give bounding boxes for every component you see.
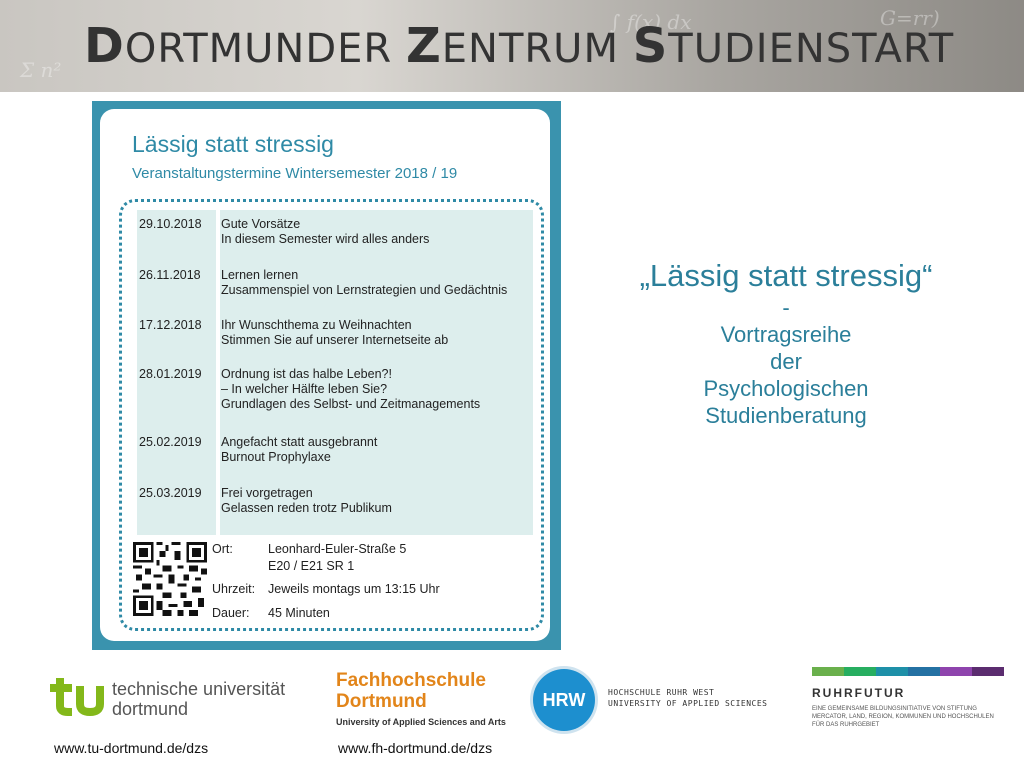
tu-line: technische universität <box>112 679 286 699</box>
info-value: E20 / E21 SR 1 <box>268 559 355 573</box>
event-line: Gelassen reden trotz Publikum <box>221 501 392 515</box>
tu-dortmund-name <box>112 679 285 719</box>
event-line: Burnout Prophylaxe <box>221 450 331 464</box>
event-title: Gute Vorsätze <box>221 217 301 231</box>
series-title: „Lässig statt stressig“ <box>639 258 933 293</box>
info-label: Uhrzeit: <box>212 582 256 596</box>
info-value: Leonhard-Euler-Straße 5 <box>268 542 407 556</box>
series-line: Studienberatung <box>705 403 867 428</box>
event-title: Lernen lernen <box>221 268 299 282</box>
event-line: In diesem Semester wird alles anders <box>221 232 430 246</box>
chalk-scribble: G=rr) <box>880 6 940 30</box>
info-label: Ort: <box>212 542 233 556</box>
fh-subtitle: University of Applied Sciences and Arts <box>336 717 506 727</box>
event-poster <box>92 101 561 650</box>
event-title: Angefacht statt ausgebrannt <box>221 435 378 449</box>
event-title: Ordnung ist das halbe Leben?! <box>221 367 392 381</box>
event-line: Stimmen Sie auf unserer Internetseite ab <box>221 333 449 347</box>
series-description <box>580 258 992 429</box>
fh-dortmund-logo <box>336 670 486 712</box>
event-date: 28.01.2019 <box>139 367 202 381</box>
ruhrfutur-title: RUHRFUTUR <box>812 686 906 700</box>
hrw-line: HOCHSCHULE RUHR WEST <box>608 688 715 697</box>
hrw-line: UNIVERSITY OF APPLIED SCIENCES <box>608 699 768 708</box>
event-line: Zusammenspiel von Lernstrategien und Gedächtnis <box>221 283 508 297</box>
event-title: Ihr Wunschthema zu Weihnachten <box>221 318 412 332</box>
series-line: der <box>770 349 802 374</box>
chalk-scribble: ∫ f(x) dx <box>610 10 692 34</box>
link-fh-dzs[interactable]: www.fh-dortmund.de/dzs <box>338 740 493 756</box>
poster-card <box>100 109 550 641</box>
poster-title: Lässig statt stressig <box>132 131 334 157</box>
chalk-scribble: Σ n² <box>20 58 62 82</box>
info-value: 45 Minuten <box>268 606 330 620</box>
event-line: Grundlagen des Selbst- und Zeitmanagements <box>221 397 481 411</box>
link-tu-dzs[interactable]: www.tu-dortmund.de/dzs <box>54 740 209 756</box>
event-date: 25.02.2019 <box>139 435 202 449</box>
ruhrfutur-subtitle: EINE GEMEINSAME BILDUNGSINITIATIVE VON STIFTUNG MERCATOR, LAND, REGION, KOMMUNEN UND HOCHSCHULEN FÜR DAS RUHRGEBIET <box>812 706 994 728</box>
fh-line: Fachhochschule <box>336 670 486 691</box>
series-dash: - <box>782 295 790 320</box>
info-value: Jeweils montags um 13:15 Uhr <box>268 582 440 596</box>
header-banner <box>0 0 1024 92</box>
hrw-name <box>608 687 768 709</box>
page-title: DORTMUNDER ZENTRUM STUDIENSTART <box>84 18 955 74</box>
event-date: 26.11.2018 <box>139 268 201 282</box>
info-label: Dauer: <box>212 606 250 620</box>
tu-dortmund-logo-icon <box>46 676 106 716</box>
qr-code-icon[interactable] <box>133 542 207 616</box>
event-date: 25.03.2019 <box>139 486 202 500</box>
series-line: Vortragsreihe <box>720 322 852 347</box>
series-line: Psychologischen <box>703 376 869 401</box>
event-title: Frei vorgetragen <box>221 486 313 500</box>
event-date: 17.12.2018 <box>139 318 202 332</box>
ruhrfutur-color-bar <box>812 667 1004 676</box>
event-line: – In welcher Hälfte leben Sie? <box>221 382 388 396</box>
hrw-logo-icon: HRW <box>533 669 595 731</box>
event-date: 29.10.2018 <box>139 217 202 231</box>
tu-line: dortmund <box>112 699 189 719</box>
poster-subtitle: Veranstaltungstermine Wintersemester 2018 / 19 <box>132 165 458 182</box>
fh-line: Dortmund <box>336 691 427 712</box>
